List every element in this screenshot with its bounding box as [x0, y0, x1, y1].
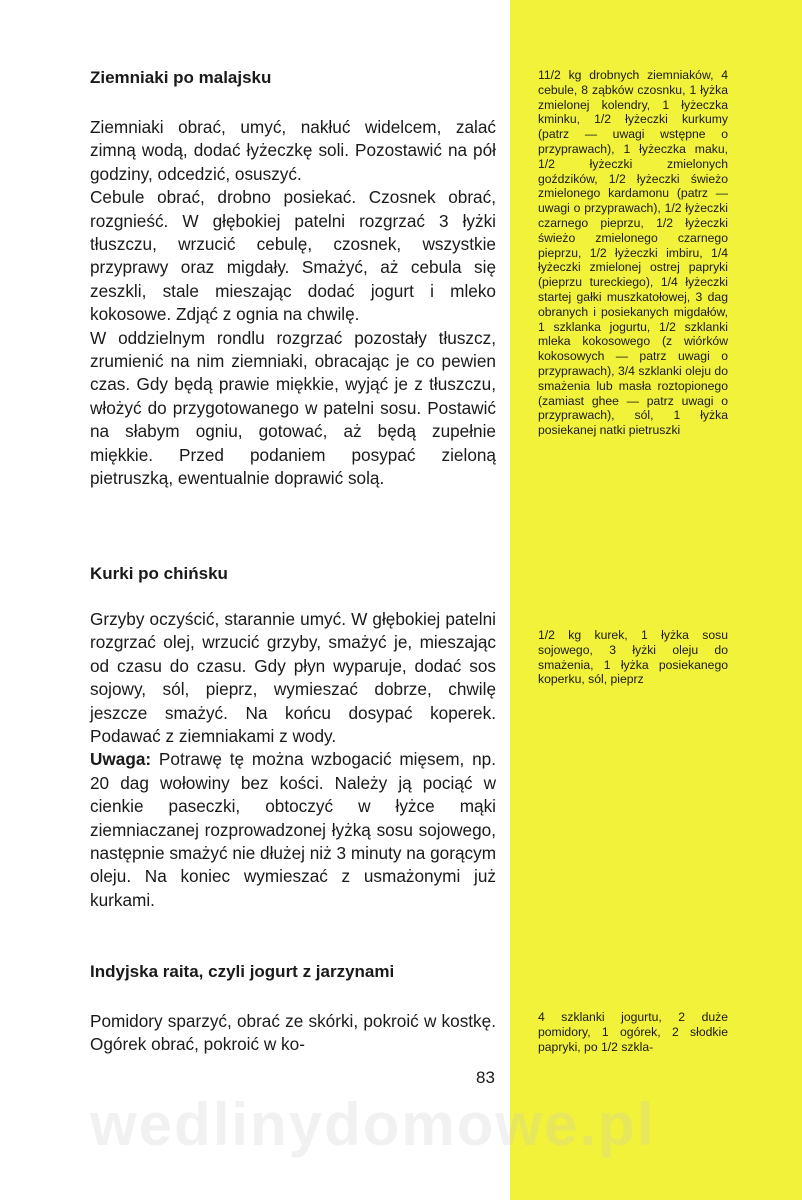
paragraph: Ziemniaki obrać, umyć, nakłuć widelcem, zalać zimną wodą, dodać łyżeczkę soli. Pozostawić na pół godziny, odcedzić, osuszyć. [90, 117, 496, 184]
paragraph: Cebule obrać, drobno posiekać. Czosnek obrać, rozgnieść. W głębokiej patelni rozgrzać 3 łyżki tłuszczu, wrzucić cebulę, czosnek, wszystkie przyprawy oraz migdały. Smażyć, aż cebula się zeszkli, stale mieszając dodać jogurt i mleko kokosowe. Zdjąć z ognia na chwilę. [90, 187, 496, 325]
recipe-body-malajsku [90, 116, 496, 491]
paragraph: Grzyby oczyścić, starannie umyć. W głębokiej patelni rozgrzać olej, wrzucić grzyby, smażyć je, mieszając od czasu do czasu. Gdy płyn wyparuje, dodać sos sojowy, sól, pieprz, wymieszać dobrze, chwilę jeszcze smażyć. Na końcu dosypać koperek. Podawać z ziemniakami z wody. [90, 609, 496, 747]
ingredient-list: 11/2 kg drobnych ziemniaków, 4 cebule, 8 ząbków czosnku, 1 łyżka zmielonej kolendry, 1 łyżeczka kminku, 1/2 łyżeczki kurkumy (patrz — uwagi wstępne o przyprawach), 1 łyżeczka maku, 1/2 łyżeczki zmielonych goździków, 1/2 łyżeczki świeżo zmielonego kardamonu (patrz — uwagi o przyprawach), 1/2 łyżeczki czarnego pieprzu, 1/2 łyżeczki świeżo zmielonego czarnego pieprzu, 1/2 łyżeczki imbiru, 1/4 łyżeczki zmielonej ostrej papryki (pieprzu tureckiego), 1/4 łyżeczki startej gałki muszkatołowej, 3 dag obranych i posiekanych migdałów, 1 szklanka jogurtu, 1/2 szklanki mleka kokosowego (z wiórków kokosowych — patrz uwagi o przyprawach), 3/4 szklanki oleju do smażenia lub masła roztopionego (zamiast ghee — patrz uwagi o przyprawach), sól, 1 łyżka posiekanej natki pietruszki [538, 68, 728, 438]
paragraph: Pomidory sparzyć, obrać ze skórki, pokroić w kostkę. Ogórek obrać, pokroić w ko- [90, 1011, 496, 1055]
note-text: Potrawę tę można wzbogacić mięsem, np. 20 dag wołowiny bez kości. Należy ją pociąć w cienkie paseczki, obtoczyć w łyżce mąki ziemniaczanej rozprowadzonej łyżką sosu sojowego, następnie smażyć nie dłużej niż 3 minuty na gorącym oleju. Na koniec wymieszać z usmażonymi już kurkami. [90, 749, 497, 910]
recipe-body-kurki [90, 608, 496, 912]
recipe-title-raita: Indyjska raita, czyli jogurt z jarzynami [90, 962, 395, 981]
recipe-title-malajsku: Ziemniaki po malajsku [90, 68, 272, 87]
paragraph: W oddzielnym rondlu rozgrzać pozostały tłuszcz, zrumienić na nim ziemniaki, obracając je co pewien czas. Gdy będą prawie miękkie, wyjąć je z tłuszczu, włożyć do przygotowanego w patelni sosu. Postawić na słabym ogniu, gotować, aż będą zupełnie miękkie. Przed podaniem posypać zieloną pietruszką, ewentualnie doprawić solą. [90, 327, 496, 489]
ingredients-kurki [538, 628, 728, 687]
watermark: wedlinydomowe.pl [90, 1091, 656, 1158]
recipe-title-kurki: Kurki po chińsku [90, 564, 228, 583]
note-label: Uwaga: [90, 749, 152, 770]
ingredient-list: 1/2 kg kurek, 1 łyżka sosu sojowego, 3 łyżki oleju do smażenia, 1 łyżka posiekanego koperku, sól, pieprz [538, 628, 728, 687]
ingredient-list: 4 szklanki jogurtu, 2 duże pomidory, 1 ogórek, 2 słodkie papryki, po 1/2 szkla- [538, 1010, 728, 1054]
ingredients-malajsku [538, 68, 728, 438]
note-paragraph [90, 748, 496, 912]
ingredients-raita [538, 1010, 728, 1054]
recipe-body-raita [90, 1010, 496, 1057]
page-number: 83 [476, 1068, 495, 1087]
